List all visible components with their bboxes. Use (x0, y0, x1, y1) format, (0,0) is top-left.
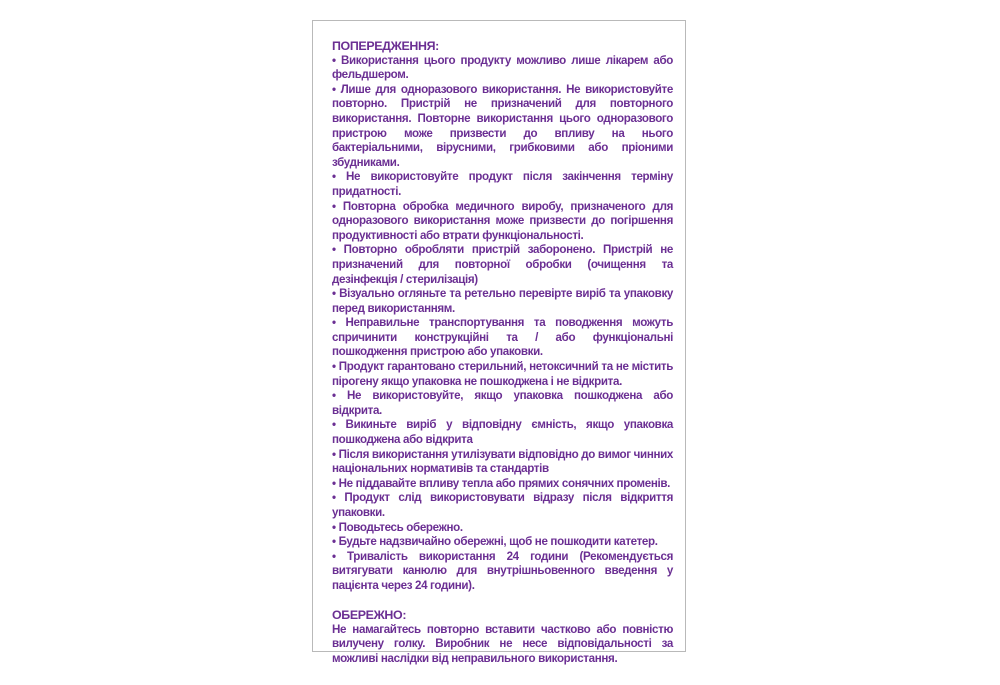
warning-item: • Повторна обробка медичного виробу, призначеного для одноразового використання може призвести до погіршення продуктивності або втрати функціональності. (332, 199, 673, 242)
label-content (332, 39, 673, 667)
warning-item: • Візуально огляньте та ретельно перевірте виріб та упаковку перед використанням. (332, 287, 673, 315)
warning-item: • Поводьтесь обережно. (332, 520, 463, 534)
warning-item: • Лише для одноразового використання. Не використовуйте повторно. Пристрій не призначений для повторного використання. Повторне використання цього одноразового пристрою може призвести до впливу на нього бактеріальними, вірусними, грибковими або пріоними збудниками. (332, 82, 673, 169)
warning-item: • Викиньте виріб у відповідну ємність, якщо упаковка пошкоджена або відкрита (332, 418, 673, 447)
warnings-heading: ПОПЕРЕДЖЕННЯ: (332, 39, 439, 53)
caution-heading: ОБЕРЕЖНО: (332, 608, 407, 623)
warning-item: • Продукт слід використовувати відразу після відкриття упаковки. (332, 491, 673, 519)
warning-item: • Тривалість використання 24 години (Рекомендується витягувати канюлю для внутрішньовенного введення у пацієнта через 24 години). (332, 549, 673, 592)
warning-item: • Після використання утилізувати відповідно до вимог чинних національних нормативів та стандартів (332, 447, 673, 476)
warning-item: • Повторно обробляти пристрій заборонено. Пристрій не призначений для повторної обробки (очищення та дезінфекція / стерилізація) (332, 243, 673, 286)
warning-item: • Не використовуйте, якщо упаковка пошкоджена або відкрита. (332, 389, 673, 417)
warning-item: • Використання цього продукту можливо лише лікарем або фельдшером. (332, 53, 673, 82)
warning-item: • Не піддавайте впливу тепла або прямих сонячних променів. (332, 476, 671, 490)
warning-label-card (312, 20, 686, 665)
warning-item: • Не використовуйте продукт після закінчення терміну придатності. (332, 170, 673, 198)
warnings-list (332, 54, 673, 594)
warning-item: • Неправильне транспортування та поводження можуть спричинити конструкційні та / або функціональні пошкодження пристрою або упаковки. (332, 316, 673, 359)
caution-text: Не намагайтесь повторно вставити частково або повністю вилучену голку. Виробник не несе відповідальності за можливі наслідки від неправильного використання. (332, 622, 673, 665)
warning-item: • Продукт гарантовано стерильний, нетоксичний та не містить пірогену якщо упаковка не пошкоджена і не відкрита. (332, 360, 673, 388)
warning-item: • Будьте надзвичайно обережні, щоб не пошкодити катетер. (332, 535, 658, 549)
